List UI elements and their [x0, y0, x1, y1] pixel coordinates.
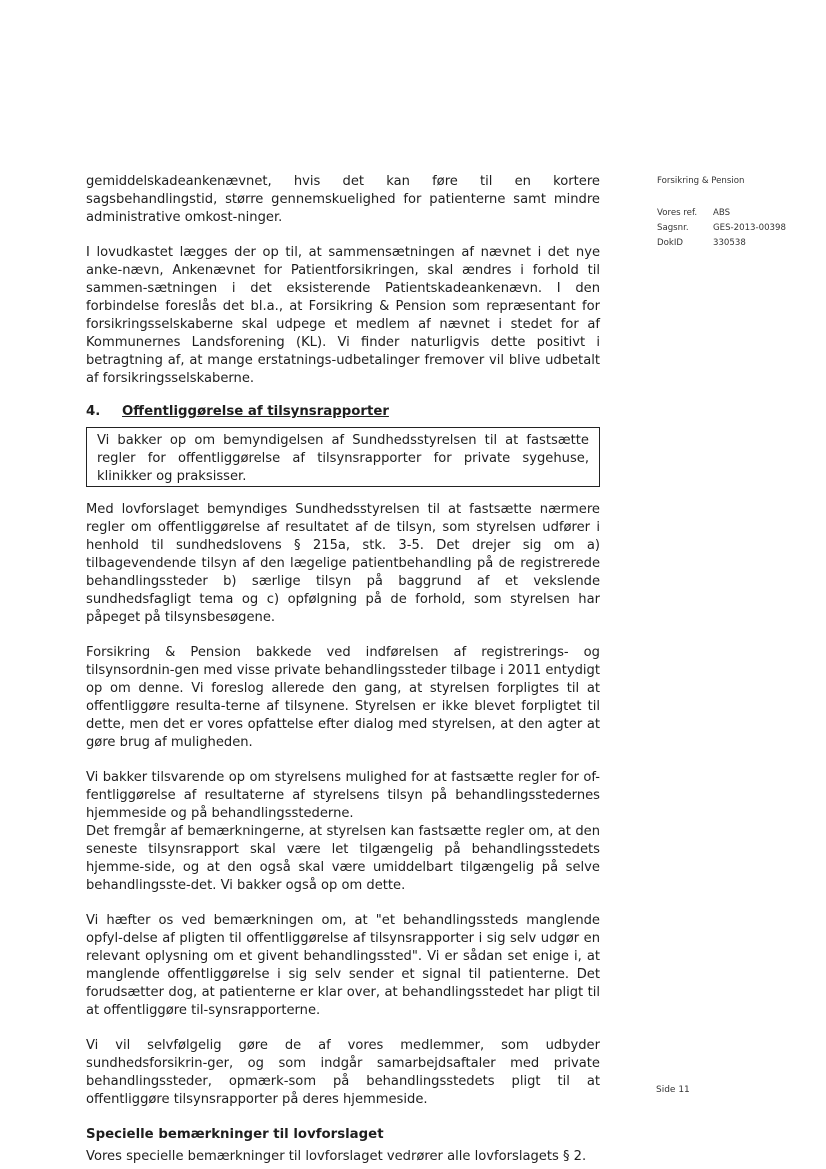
sidebar-key: Vores ref.	[657, 208, 698, 218]
reference-sidebar	[657, 176, 817, 251]
page-number: Side 11	[656, 1085, 690, 1095]
summary-box	[86, 427, 600, 487]
sidebar-key: Sagsnr.	[657, 223, 689, 233]
paragraph: Vi hæfter os ved bemærkningen om, at "et behandlingssteds manglende opfyl-delse af pligten til offentliggørelse af tilsynsrapporter i sig selv udgør en relevant oplysning om et givent behandlingssted". Vi er sådan set enige i, at manglende offentliggørelse i sig selv sender et signal til patienterne. Det forudsætter dog, at patienterne er klar over, at behandlingsstedet har pligt til at offentliggøre til-synsrapporterne.	[86, 913, 600, 1018]
paragraph: Vi vil selvfølgelig gøre de af vores medlemmer, som udbyder sundhedsforsikrin-ger, og som indgår samarbejdsaftaler med private behandlingssteder, opmærk-som på behandlingsstedets pligt til at offentliggøre tilsynsrapporter på deres hjemmeside.	[86, 1038, 600, 1107]
sidebar-row-docid	[657, 236, 817, 251]
sidebar-value: GES-2013-00398	[713, 223, 786, 233]
paragraph: I lovudkastet lægges der op til, at sammensætningen af nævnet i det nye anke-nævn, Ankenævnet for Patientforsikringen, skal ændres i forhold til sammen-sætningen i det eksisterende Patientskadeankenævn. I den forbindelse foreslås det bl.a., at Forsikring & Pension som repræsentant for forsikringsselskaberne skal udpege et medlem af nævnet i stedet for af Kommunernes Landsforening (KL). Vi finder naturligvis dette positivt i betragtning af, at mange erstatnings-udbetalinger fremover vil blive udbetalt af forsikringsselskaberne.	[86, 245, 600, 386]
sidebar-row-case	[657, 221, 817, 236]
sidebar-row-ref	[657, 206, 817, 221]
subheading: Specielle bemærkninger til lovforslaget	[86, 1127, 384, 1142]
main-text-column	[86, 173, 600, 1166]
paragraph: Vi bakker tilsvarende op om styrelsens mulighed for at fastsætte regler for of-fentliggørelse af resultaterne af styrelsens tilsyn på behandlingsstedernes hjemmeside og på behandlingsstederne.	[86, 770, 600, 821]
section-title: Offentliggørelse af tilsynsrapporter	[122, 404, 389, 419]
paragraph: Det fremgår af bemærkningerne, at styrelsen kan fastsætte regler om, at den seneste tilsynsrapport skal være let tilgængelig på behandlingsstedets hjemme-side, og at den også skal være umiddelbart tilgængelig på selve behandlingsste-det. Vi bakker også op om dette.	[86, 824, 600, 893]
summary-text: Vi bakker op om bemyndigelsen af Sundhedsstyrelsen til at fastsætte regler for offentliggørelse af tilsynsrapporter for private sygehuse, klinikker og praksisser.	[97, 433, 589, 484]
section-number: 4.	[86, 404, 101, 419]
paragraph: Med lovforslaget bemyndiges Sundhedsstyrelsen til at fastsætte nærmere regler om offentliggørelse af resultatet af de tilsyn, som styrelsen udfører i henhold til sundhedslovens § 215a, stk. 3-5. Det drejer sig om a) tilbagevendende tilsyn af den lægelige patientbehandling på de registrerede behandlingssteder b) særlige tilsyn på baggrund af et vekslende sundhedsfagligt tema og c) opfølgning på de forhold, som styrelsen har påpeget på tilsynsbesøgene.	[86, 502, 600, 625]
paragraph: gemiddelskadeankenævnet, hvis det kan føre til en kortere sagsbehandlingstid, større gennemskuelighed for patienterne samt mindre administrative omkost-ninger.	[86, 174, 600, 225]
paragraph: Vores specielle bemærkninger til lovforslaget vedrører alle lovforslagets § 2.	[86, 1149, 587, 1164]
section-heading	[86, 403, 600, 421]
sidebar-value: 330538	[713, 238, 746, 248]
sidebar-value: ABS	[713, 208, 731, 218]
sidebar-org: Forsikring & Pension	[657, 176, 745, 186]
paragraph: Forsikring & Pension bakkede ved indførelsen af registrerings- og tilsynsordnin-gen med visse private behandlingssteder tilbage i 2011 entydigt op om denne. Vi foreslog allerede den gang, at styrelsen forpligtes til at offentliggøre resulta-terne af tilsynene. Styrelsen er ikke blevet forpligtet til dette, men det er vores opfattelse efter dialog med styrelsen, at den agter at gøre brug af muligheden.	[86, 645, 600, 750]
sidebar-key: DokID	[657, 238, 684, 248]
